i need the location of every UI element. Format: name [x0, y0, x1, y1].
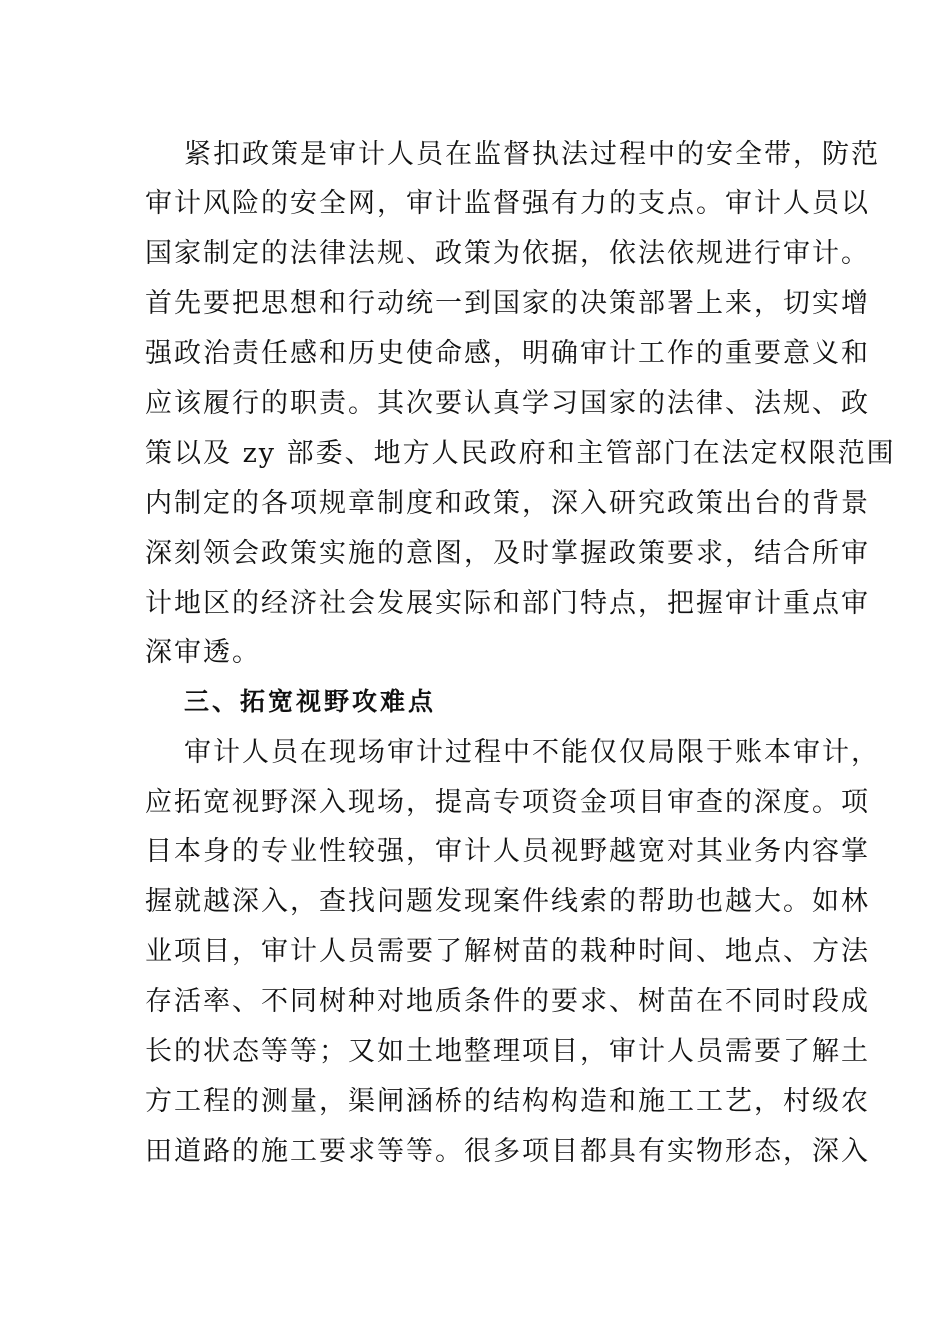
paragraph-line: 存活率、不同树种对地质条件的要求、树苗在不同时段成 — [145, 986, 870, 1017]
paragraph-line: 业项目，审计人员需要了解树苗的栽种时间、地点、方法 — [145, 936, 870, 967]
paragraph-line: 深审透。 — [145, 637, 261, 668]
paragraph-line: 田道路的施工要求等等。很多项目都具有实物形态，深入 — [145, 1136, 870, 1167]
paragraph-line: 策以及 zy 部委、地方人民政府和主管部门在法定权限范围 — [145, 438, 896, 469]
paragraph-line: 内制定的各项规章制度和政策，深入研究政策出台的背景 — [145, 488, 870, 519]
section-heading: 三、拓宽视野攻难点 — [184, 687, 437, 716]
paragraph-line: 审计风险的安全网，审计监督强有力的支点。审计人员以 — [145, 188, 870, 219]
paragraph-line: 长的状态等等；又如土地整理项目，审计人员需要了解土 — [145, 1036, 870, 1067]
paragraph-line: 深刻领会政策实施的意图，及时掌握政策要求，结合所审 — [145, 538, 870, 569]
paragraph-line: 应该履行的职责。其次要认真学习国家的法律、法规、政 — [145, 388, 870, 419]
paragraph-line: 应拓宽视野深入现场，提高专项资金项目审查的深度。项 — [145, 787, 870, 818]
paragraph-line: 握就越深入，查找问题发现案件线索的帮助也越大。如林 — [145, 886, 870, 917]
paragraph-line: 强政治责任感和历史使命感，明确审计工作的重要意义和 — [145, 338, 870, 369]
paragraph-line: 审计人员在现场审计过程中不能仅仅局限于账本审计， — [184, 737, 880, 768]
paragraph-line: 首先要把思想和行动统一到国家的决策部署上来，切实增 — [145, 288, 870, 319]
paragraph-line: 计地区的经济社会发展实际和部门特点，把握审计重点审 — [145, 588, 870, 619]
paragraph-line: 紧扣政策是审计人员在监督执法过程中的安全带，防范 — [184, 139, 880, 170]
paragraph-line: 方工程的测量，渠闸涵桥的结构构造和施工工艺，村级农 — [145, 1086, 870, 1117]
paragraph-line: 国家制定的法律法规、政策为依据，依法依规进行审计。 — [145, 238, 870, 269]
paragraph-line: 目本身的专业性较强，审计人员视野越宽对其业务内容掌 — [145, 836, 870, 867]
